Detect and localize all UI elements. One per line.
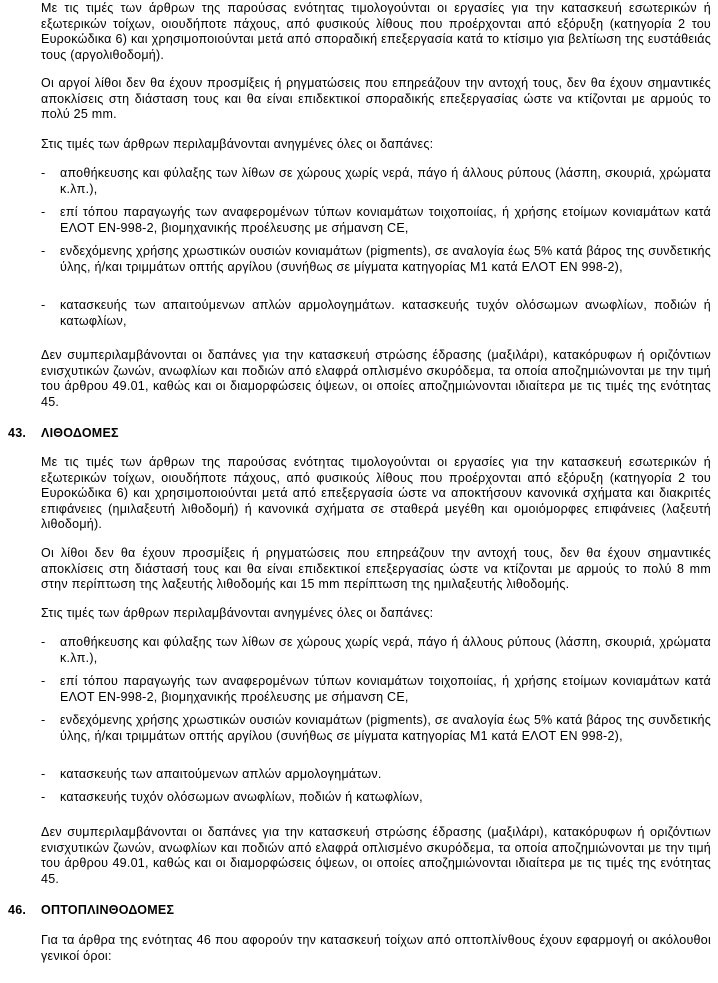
list-item-text: επί τόπου παραγωγής των αναφερομένων τύπων κονιαμάτων τοιχοποιίας, ή χρήσης ετοίμων κονιαμάτων κατά ΕΛΟΤ ΕΝ-998-2, βιομηχανικής προέλευσης με σήμανση CE, [60,205,711,235]
list-item-text: ενδεχόμενης χρήσης χρωστικών ουσιών κονιαμάτων (pigments), σε αναλογία έως 5% κατά βάρος της συνδετικής ύλης, ή/και τριμμάτων οπτής αργίλου (συνήθως σε μίγματα κατηγορίας Μ1 κατά ΕΛΟΤ ΕΝ 998-2), [60,713,711,743]
list-item-text: κατασκευής των απαιτούμενων απλών αρμολογημάτων. κατασκευής τυχόν ολόσωμων ανωφλίων, ποδιών ή κατωφλίων, [60,298,711,328]
section-title: ΟΠΤΟΠΛΙΝΘΟΔΟΜΕΣ [41,903,175,917]
bullet-marker: - [41,166,46,180]
paragraph-intro: Με τις τιμές των άρθρων της παρούσας ενότητας τιμολογούνται οι εργασίες για την κατασκευή εσωτερικών ή εξωτερικών τοίχων, οιουδήποτε πάχους, από φυσικούς λίθους που προέρχονται από εξόρυξη (κατηγορία 2 του Ευροκώδικα 6) και χρησιμοποιούνται μετά από σποραδική επεξεργασία κατά το κτίσιμο για βελτίωση της ευστάθειάς τους (αργολιθοδομή). [41,1,711,62]
paragraph-general-terms: Για τα άρθρα της ενότητας 46 που αφορούν την κατασκευή τοίχων από οπτοπλίνθους έχουν εφαρμογή οι ακόλουθοι γενικοί όροι: [41,933,711,963]
paragraph-includes: Στις τιμές των άρθρων περιλαμβάνονται ανηγμένες όλες οι δαπάνες: [41,137,434,151]
list-item-text: κατασκευής των απαιτούμενων απλών αρμολογημάτων. [60,767,382,781]
paragraph-exclusions: Δεν συμπεριλαμβάνονται οι δαπάνες για την κατασκευή στρώσης έδρασης (μαξιλάρι), κατακόρυφων ή οριζόντιων ενισχυτικών ζωνών, ανωφλίων και ποδιών από ελαφρά οπλισμένο σκυρόδεμα, τα οποία αποζημιώνονται με την τιμή του άρθρου 49.01, καθώς και οι διαμορφώσεις όψεων, οι οποίες αποζημιώνονται ιδιαίτερα με τις τιμές της ενότητας 45. [41,825,711,886]
section-number: 46. [8,903,27,917]
bullet-marker: - [41,767,46,781]
bullet-marker: - [41,674,46,688]
bullet-marker: - [41,713,46,727]
bullet-marker: - [41,205,46,219]
paragraph-exclusions: Δεν συμπεριλαμβάνονται οι δαπάνες για την κατασκευή στρώσης έδρασης (μαξιλάρι), κατακόρυφων ή οριζόντιων ενισχυτικών ζωνών, ανωφλίων και ποδιών από ελαφρά οπλισμένο σκυρόδεμα, τα οποία αποζημιώνονται με την τιμή του άρθρου 49.01, καθώς και οι διαμορφώσεις όψεων, οι οποίες αποζημιώνονται ιδιαίτερα με τις τιμές της ενότητας 45. [41,348,711,409]
list-item-text: ενδεχόμενης χρήσης χρωστικών ουσιών κονιαμάτων (pigments), σε αναλογία έως 5% κατά βάρος της συνδετικής ύλης, ή/και τριμμάτων οπτής αργίλου (συνήθως σε μίγματα κατηγορίας Μ1 κατά ΕΛΟΤ ΕΝ 998-2), [60,244,711,274]
list-item-text: αποθήκευσης και φύλαξης των λίθων σε χώρους χωρίς νερά, πάγο ή άλλους ρύπους (λάσπη, σκουριά, χρώματα κ.λπ.), [60,166,711,196]
bullet-marker: - [41,244,46,258]
paragraph-stones: Οι αργοί λίθοι δεν θα έχουν προσμίξεις ή ρηγματώσεις που επηρεάζουν την αντοχή τους, δεν θα έχουν σημαντικές αποκλίσεις στη διάσταση τους και θα είναι επιδεκτικοί σποραδικής επεξεργασίας ώστε να κτίζονται με αρμούς το πολύ 25 mm. [41,76,711,121]
section-number: 43. [8,426,27,440]
bullet-marker: - [41,635,46,649]
list-item-text: κατασκευής τυχόν ολόσωμων ανωφλίων, ποδιών ή κατωφλίων, [60,790,423,804]
list-item-text: αποθήκευσης και φύλαξης των λίθων σε χώρους χωρίς νερά, πάγο ή άλλους ρύπους (λάσπη, σκουριά, χρώματα κ.λπ.), [60,635,711,665]
paragraph-stones: Οι λίθοι δεν θα έχουν προσμίξεις ή ρηγματώσεις που επηρεάζουν την αντοχή τους, δεν θα έχουν σημαντικές αποκλίσεις στη διάστασή τους και θα είναι επιδεκτικοί επεξεργασίας ώστε να κτίζονται με αρμούς το πολύ 8 mm στην περίπτωση της λαξευτής λιθοδομής και 15 mm περίπτωση της ημιλαξευτής λιθοδομής. [41,546,711,591]
bullet-marker: - [41,298,46,312]
paragraph-intro: Με τις τιμές των άρθρων της παρούσας ενότητας τιμολογούνται οι εργασίες για την κατασκευή εσωτερικών ή εξωτερικών τοίχων, οιουδήποτε πάχους, από φυσικούς λίθους που προέρχονται από εξόρυξη (κατηγορία 2 του Ευροκώδικα 6) και χρησιμοποιούνται μετά από επεξεργασία ώστε να αποκτήσουν κανονικά σχήματα και διακριτές επιφάνειες (ημιλαξευτή λιθοδομή) ή κανονικά σχήματα σε σταθερά μεγέθη και ομοιόμορφες επιφάνειες (λαξευτή λιθοδομή). [41,455,711,531]
paragraph-includes: Στις τιμές των άρθρων περιλαμβάνονται ανηγμένες όλες οι δαπάνες: [41,606,434,620]
bullet-marker: - [41,790,46,804]
list-item-text: επί τόπου παραγωγής των αναφερομένων τύπων κονιαμάτων τοιχοποιίας, ή χρήσης ετοίμων κονιαμάτων κατά ΕΛΟΤ ΕΝ-998-2, βιομηχανικής προέλευσης με σήμανση CE, [60,674,711,704]
section-title: ΛΙΘΟΔΟΜΕΣ [41,426,119,440]
